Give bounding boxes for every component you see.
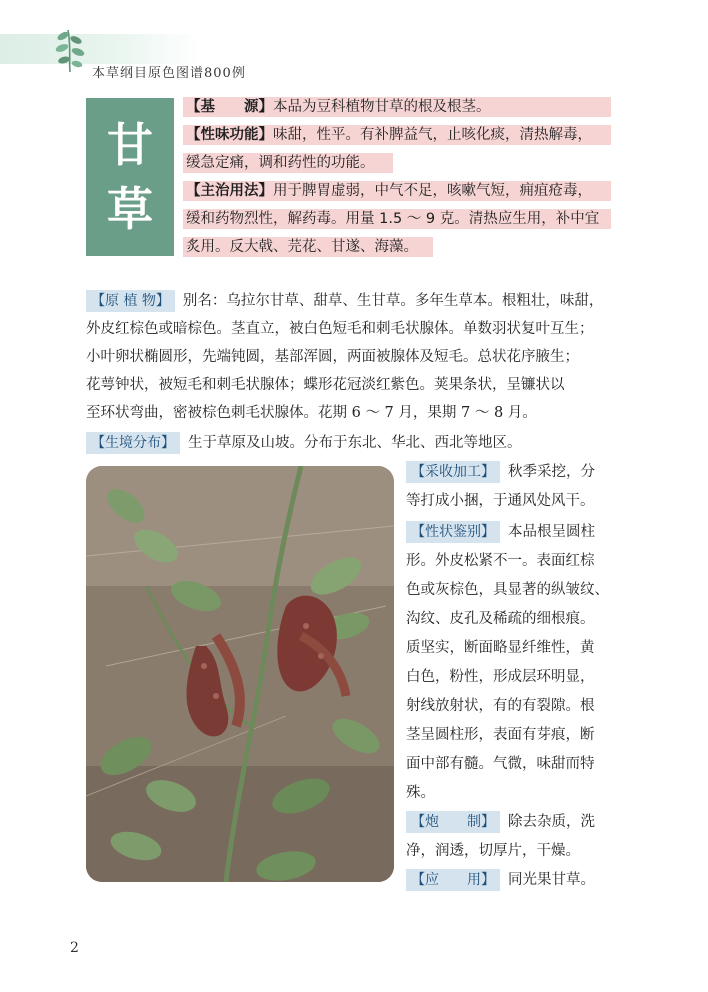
section-tag: 【采收加工】 (406, 461, 500, 483)
body-text: 外皮红棕色或暗棕色。茎直立，被白色短毛和刺毛状腺体。单数羽状复叶互生； (86, 321, 594, 337)
body-text: 射线放射状，有的有裂隙。根 (406, 698, 595, 714)
section-tag: 【性状鉴别】 (406, 521, 500, 543)
info-text: 缓急定痛，调和药性的功能。 (186, 155, 375, 171)
body-text: 殊。 (406, 785, 435, 801)
header-band (0, 34, 200, 64)
herb-name-char-2: 草 (107, 182, 153, 236)
info-line-properties-cont (186, 153, 375, 173)
info-line-source (186, 97, 491, 117)
plant-description-line (86, 318, 594, 340)
info-text: 本品为豆科植物甘草的根及根茎。 (273, 99, 491, 115)
habitat-line (86, 432, 522, 454)
info-line-properties (186, 125, 592, 145)
body-text: 小叶卵状椭圆形，先端钝圆，基部浑圆，两面被腺体及短毛。总状花序腋生； (86, 349, 579, 365)
body-text: 等打成小捆，于通风处风干。 (406, 493, 595, 509)
identification-line (406, 753, 595, 775)
info-tag: 【性味功能】 (186, 127, 273, 143)
body-text: 质坚实，断面略显纤维性，黄 (406, 640, 595, 656)
info-text: 用于脾胃虚弱，中气不足，咳嗽气短，痈疽疮毒， (273, 183, 592, 199)
body-text: 秋季采挖，分 (508, 464, 595, 480)
processing-line (406, 840, 580, 862)
section-tag: 【炮 制】 (406, 811, 500, 833)
info-text: 味甜，性平。有补脾益气，止咳化痰，清热解毒， (273, 127, 592, 143)
body-text: 形。外皮松紧不一。表面红棕 (406, 553, 595, 569)
body-text: 别名：乌拉尔甘草、甜草、生甘草。多年生草本。根粗壮，味甜， (182, 293, 604, 309)
body-text: 茎呈圆柱形，表面有芽痕，断 (406, 727, 595, 743)
identification-line (406, 666, 595, 688)
page-number: 2 (70, 940, 79, 956)
section-tag: 【应 用】 (406, 869, 500, 891)
herb-name-char-1: 甘 (107, 118, 153, 172)
body-text: 花萼钟状，被短毛和刺毛状腺体；蝶形花冠淡红紫色。荚果条状，呈镰状以 (86, 377, 565, 393)
body-text: 净，润透，切厚片，干燥。 (406, 843, 580, 859)
info-line-usage (186, 181, 592, 201)
body-text: 生于草原及山坡。分布于东北、华北、西北等地区。 (188, 435, 522, 451)
body-text: 同光果甘草。 (508, 872, 595, 888)
info-text: 炙用。反大戟、芫花、甘遂、海藻。 (186, 239, 418, 255)
info-tag: 【主治用法】 (186, 183, 273, 199)
application-line (406, 869, 595, 891)
body-text: 至环状弯曲，密被棕色刺毛状腺体。花期 6 ～ 7 月，果期 7 ～ 8 月。 (86, 405, 537, 421)
identification-line (406, 782, 435, 804)
herb-sprig-icon (52, 24, 88, 74)
herb-name-block (86, 98, 174, 256)
identification-line (406, 637, 595, 659)
identification-line (406, 579, 609, 601)
identification-line (406, 695, 595, 717)
body-text: 沟纹、皮孔及稀疏的细根痕。 (406, 611, 595, 627)
identification-line (406, 521, 595, 543)
harvest-line (406, 490, 595, 512)
plant-description-line (86, 290, 603, 312)
identification-line (406, 724, 595, 746)
section-tag: 【原 植 物】 (86, 290, 175, 312)
identification-line (406, 608, 595, 630)
info-tag: 【基 源】 (186, 99, 273, 115)
info-line-usage-cont (186, 209, 599, 229)
body-text: 面中部有髓。气微，味甜而特 (406, 756, 595, 772)
plant-description-line (86, 374, 565, 396)
info-text: 缓和药物烈性，解药毒。用量 1.5 ～ 9 克。清热应生用，补中宜 (186, 211, 600, 227)
harvest-line (406, 461, 595, 483)
plant-description-line (86, 346, 579, 368)
body-text: 本品根呈圆柱 (508, 524, 595, 540)
herb-photo (86, 466, 394, 882)
body-text: 色或灰棕色，具显著的纵皱纹、 (406, 582, 609, 598)
book-title: 本草纲目原色图谱800例 (92, 66, 246, 81)
processing-line (406, 811, 595, 833)
identification-line (406, 550, 595, 572)
section-tag: 【生境分布】 (86, 432, 180, 454)
plant-description-line (86, 402, 537, 424)
body-text: 除去杂质，洗 (508, 814, 595, 830)
body-text: 白色，粉性，形成层环明显， (406, 669, 595, 685)
info-line-usage-cont (186, 237, 418, 257)
